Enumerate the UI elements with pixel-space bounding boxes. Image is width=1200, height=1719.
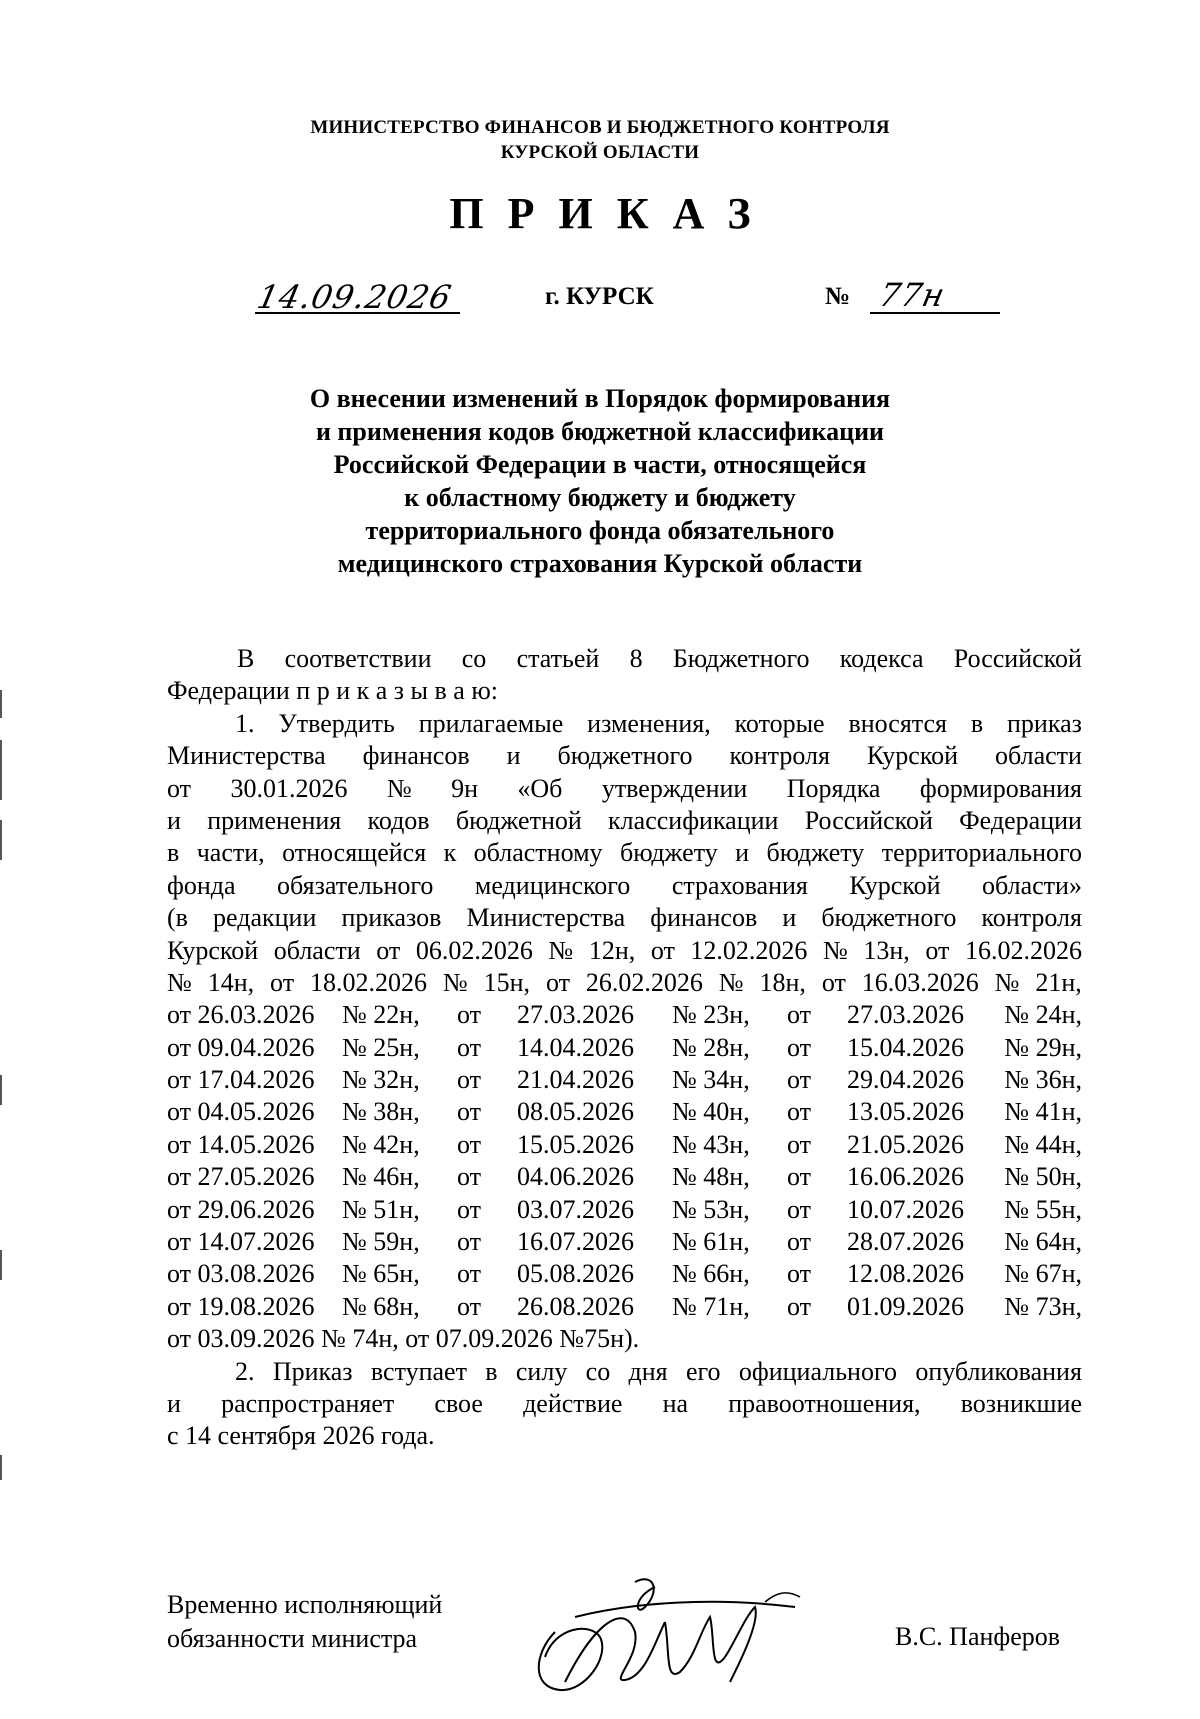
amendment-cell: 13.05.2026: [847, 1097, 964, 1127]
amendment-cell: от 09.04.2026: [167, 1032, 315, 1062]
scan-margin-mark: [0, 740, 2, 800]
amendment-cell: от 17.04.2026: [167, 1065, 315, 1095]
amendment-cell: 03.07.2026: [517, 1194, 634, 1224]
amendment-cell: от: [787, 1227, 812, 1257]
amendment-row: [167, 1032, 1082, 1064]
body-line: в части, относящейся к областному бюджету и бюджету территориального: [167, 838, 1082, 868]
body-line: В соответствии со статьей 8 Бюджетного кодекса Российской: [237, 644, 1082, 673]
amendment-cell: от: [787, 1065, 812, 1095]
amendment-cell: № 29н,: [1004, 1032, 1082, 1062]
amendment-cell: от: [457, 1000, 482, 1030]
scan-margin-mark: [0, 690, 2, 718]
amendment-cell: 10.07.2026: [847, 1194, 964, 1224]
amendment-cell: № 32н,: [342, 1065, 420, 1095]
position-line2: обязанности министра: [167, 1624, 418, 1653]
body-line: с 14 сентября 2026 года.: [167, 1421, 435, 1451]
amendment-cell: № 66н,: [672, 1259, 750, 1289]
amendment-cell: 26.08.2026: [517, 1291, 634, 1321]
amendment-row: [167, 1161, 1082, 1193]
amendment-cell: 14.04.2026: [517, 1032, 634, 1062]
subject-line: О внесении изменений в Порядок формирования: [309, 384, 891, 413]
amendment-cell: 12.08.2026: [847, 1259, 964, 1289]
ministry-name-line1: МИНИСТЕРСТВО ФИНАНСОВ И БЮДЖЕТНОГО КОНТРОЛЯ: [310, 117, 890, 138]
amendment-cell: от: [457, 1065, 482, 1095]
subject-line: Российской Федерации в части, относящейся: [333, 450, 867, 479]
signatory-name: В.С. Панферов: [895, 1622, 1061, 1651]
subject-line: территориального фонда обязательного: [365, 516, 835, 545]
handwritten-date: 14.09.2026: [253, 278, 456, 316]
subject-line: и применения кодов бюджетной классификации: [315, 417, 885, 446]
body-line: и распространяет свое действие на правоотношения, возникшие: [167, 1388, 1082, 1418]
body-line: и применения кодов бюджетной классификации Российской Федерации: [167, 805, 1082, 835]
amendment-row: [167, 1258, 1082, 1290]
amendment-cell: от: [787, 1194, 812, 1224]
scan-margin-mark: [0, 820, 2, 860]
amendment-row: [167, 1226, 1082, 1258]
body-line: Курской области от 06.02.2026 № 12н, от 12.02.2026 № 13н, от 16.02.2026: [167, 935, 1082, 965]
amendment-cell: от 29.06.2026: [167, 1194, 315, 1224]
amendment-cell: 27.03.2026: [517, 1000, 634, 1030]
amendment-row: [167, 1291, 1082, 1323]
amendment-cell: от: [787, 1000, 812, 1030]
amendment-cell: № 24н,: [1004, 1000, 1082, 1030]
amendment-cell: 04.06.2026: [517, 1162, 634, 1192]
amendment-cell: 05.08.2026: [517, 1259, 634, 1289]
amendment-cell: 16.07.2026: [517, 1227, 634, 1257]
amendment-cell: № 36н,: [1004, 1065, 1082, 1095]
scan-margin-mark: [0, 1075, 2, 1105]
ministry-header: [0, 115, 1200, 165]
amendment-cell: от: [787, 1291, 812, 1321]
amendment-cell: от 14.05.2026: [167, 1129, 315, 1159]
amendment-cell: от: [787, 1162, 812, 1192]
body-line: № 14н, от 18.02.2026 № 15н, от 26.02.2026 № 18н, от 16.03.2026 № 21н,: [167, 967, 1082, 997]
amendment-cell: от 26.03.2026: [167, 1000, 315, 1030]
number-underline: [870, 312, 1000, 314]
amendment-cell: № 23н,: [672, 1000, 750, 1030]
amendment-cell: № 55н,: [1004, 1194, 1082, 1224]
amendment-cell: от: [457, 1227, 482, 1257]
amendment-cell: 15.05.2026: [517, 1129, 634, 1159]
order-body: [167, 643, 1082, 1453]
subject-line: к областному бюджету и бюджету: [404, 483, 796, 512]
document-type-title: ПРИКАЗ: [449, 189, 775, 238]
amendment-cell: 21.05.2026: [847, 1129, 964, 1159]
amendment-cell: 29.04.2026: [847, 1065, 964, 1095]
amendment-cell: 01.09.2026: [847, 1291, 964, 1321]
amendment-cell: № 61н,: [672, 1227, 750, 1257]
amendment-row: [167, 999, 1082, 1031]
amendment-cell: № 73н,: [1004, 1291, 1082, 1321]
amendment-cell: от: [457, 1032, 482, 1062]
amendment-cell: от: [457, 1129, 482, 1159]
amendment-cell: 21.04.2026: [517, 1065, 634, 1095]
amendment-cell: № 40н,: [672, 1097, 750, 1127]
amendment-cell: от 19.08.2026: [167, 1291, 315, 1321]
amendment-cell: № 38н,: [342, 1097, 420, 1127]
order-subject: [0, 382, 1200, 580]
amendment-cell: от 03.08.2026: [167, 1259, 315, 1289]
handwritten-number: 77н: [875, 276, 949, 314]
amendment-cell: 28.07.2026: [847, 1227, 964, 1257]
amendment-cell: 08.05.2026: [517, 1097, 634, 1127]
amendment-cell: 27.03.2026: [847, 1000, 964, 1030]
amendment-cell: от: [457, 1291, 482, 1321]
amendment-cell: № 34н,: [672, 1065, 750, 1095]
amendment-list: [167, 999, 1082, 1323]
amendment-cell: 15.04.2026: [847, 1032, 964, 1062]
amendment-cell: № 28н,: [672, 1032, 750, 1062]
body-line: 2. Приказ вступает в силу со дня его официального опубликования: [235, 1356, 1082, 1386]
city-label: г. КУРСК: [545, 283, 654, 310]
position-line1: Временно исполняющий: [167, 1590, 443, 1619]
amendment-cell: № 42н,: [342, 1129, 420, 1159]
amendment-cell: от: [457, 1097, 482, 1127]
scan-margin-mark: [0, 1455, 2, 1480]
number-label: №: [825, 283, 851, 310]
amendment-cell: от: [787, 1097, 812, 1127]
body-line: Министерства финансов и бюджетного контроля Курской области: [167, 741, 1082, 771]
amendment-cell: от: [457, 1259, 482, 1289]
scan-margin-mark: [0, 1250, 2, 1280]
body-line: 1. Утвердить прилагаемые изменения, которые вносятся в приказ: [235, 708, 1082, 738]
date-underline: [255, 312, 460, 314]
amendment-cell: № 53н,: [672, 1194, 750, 1224]
amendment-cell: № 67н,: [1004, 1259, 1082, 1289]
handwritten-signature: [515, 1562, 805, 1712]
amendment-cell: № 25н,: [342, 1032, 420, 1062]
subject-line: медицинского страхования Курской области: [337, 549, 863, 578]
amendment-cell: № 51н,: [342, 1194, 420, 1224]
amendment-cell: № 59н,: [342, 1227, 420, 1257]
amendment-cell: № 22н,: [342, 1000, 420, 1030]
amendment-cell: № 44н,: [1004, 1129, 1082, 1159]
amendment-row: [167, 1129, 1082, 1161]
amendment-cell: № 43н,: [672, 1129, 750, 1159]
amendment-cell: от: [787, 1032, 812, 1062]
amendment-row: [167, 1194, 1082, 1226]
amendment-cell: от 27.05.2026: [167, 1162, 315, 1192]
amendment-cell: от: [787, 1259, 812, 1289]
amendment-row: [167, 1096, 1082, 1128]
amendment-cell: от 04.05.2026: [167, 1097, 315, 1127]
amendment-cell: № 71н,: [672, 1291, 750, 1321]
ministry-name-line2: КУРСКОЙ ОБЛАСТИ: [500, 142, 700, 163]
body-line: от 30.01.2026 № 9н «Об утверждении Порядка формирования: [167, 773, 1082, 803]
signatory-position: [167, 1588, 442, 1656]
amendment-row: [167, 1064, 1082, 1096]
body-line: (в редакции приказов Министерства финансов и бюджетного контроля: [167, 903, 1082, 933]
body-line: Федерации п р и к а з ы в а ю:: [167, 676, 498, 706]
amendment-cell: от 14.07.2026: [167, 1227, 315, 1257]
amendment-cell: № 41н,: [1004, 1097, 1082, 1127]
body-line: фонда обязательного медицинского страхования Курской области»: [167, 870, 1082, 900]
amendment-cell: № 46н,: [342, 1162, 420, 1192]
amendment-cell: от: [457, 1162, 482, 1192]
amendment-cell: 16.06.2026: [847, 1162, 964, 1192]
amendment-cell: № 48н,: [672, 1162, 750, 1192]
amendment-cell: № 64н,: [1004, 1227, 1082, 1257]
amendment-cell: № 68н,: [342, 1291, 420, 1321]
amendment-last-line: от 03.09.2026 № 74н, от 07.09.2026 №75н).: [167, 1324, 640, 1354]
amendment-cell: от: [457, 1194, 482, 1224]
amendment-cell: № 50н,: [1004, 1162, 1082, 1192]
amendment-cell: от: [787, 1129, 812, 1159]
amendment-cell: № 65н,: [342, 1259, 420, 1289]
